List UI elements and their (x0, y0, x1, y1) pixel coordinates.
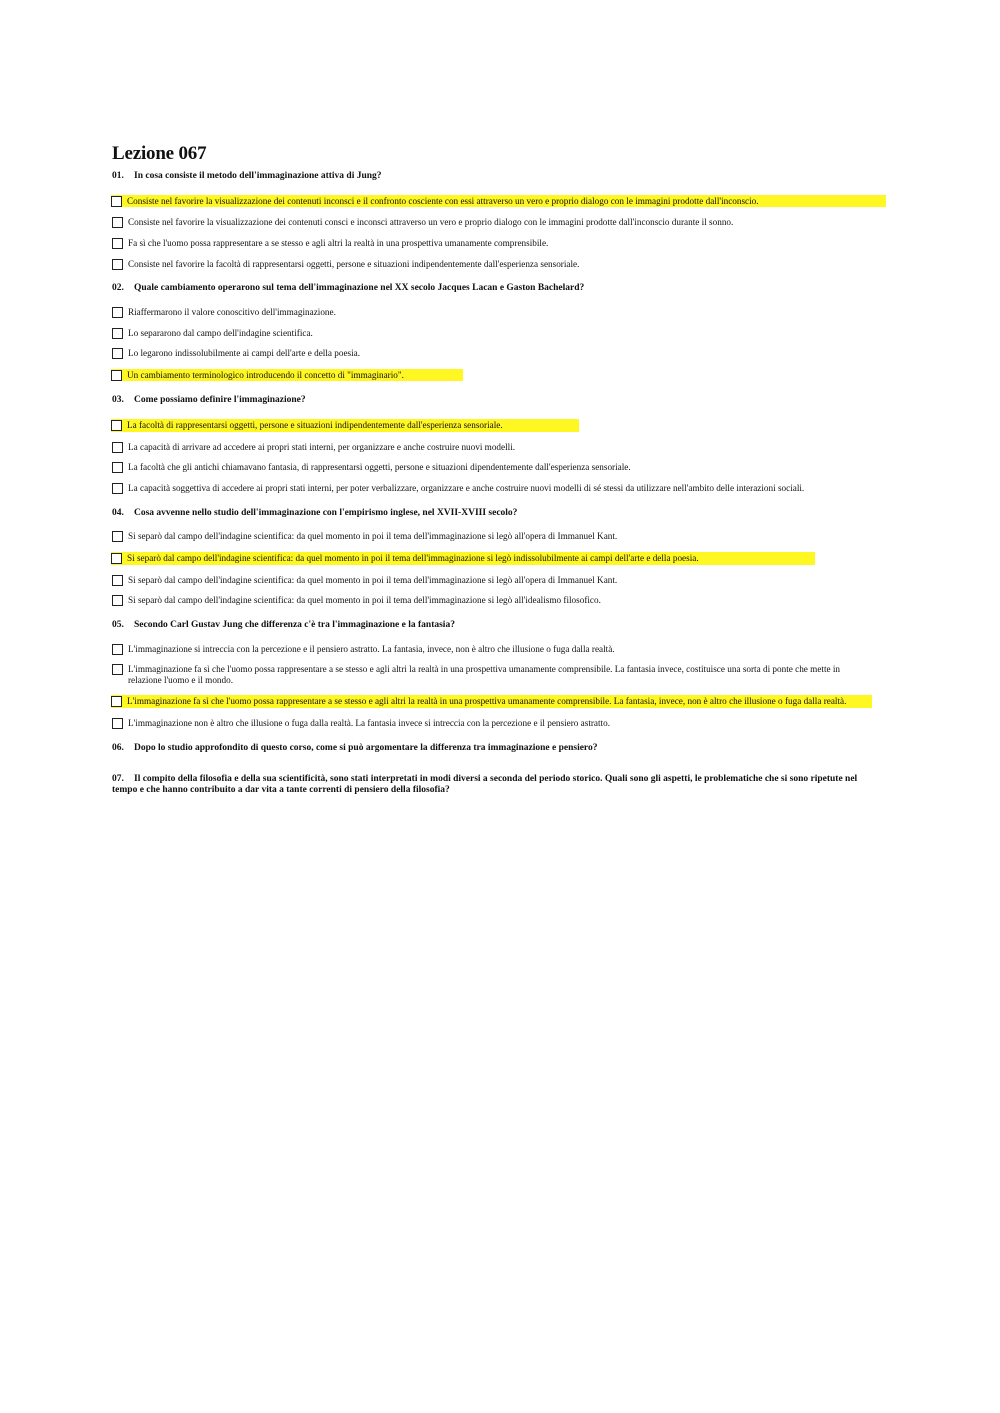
question-03 (112, 395, 872, 493)
option-text: Lo legarono indissolubilmente ai campi dell'arte e della poesia. (128, 348, 361, 359)
option-text: Consiste nel favorire la facoltà di rappresentarsi oggetti, persone e situazioni indipendentemente dall'esperienza sensoriale. (128, 258, 580, 269)
checkbox[interactable] (111, 196, 122, 207)
question-text: Come possiamo definire l'immaginazione? (134, 395, 306, 406)
option[interactable] (112, 348, 872, 359)
option-text: Si separò dal campo dell'indagine scientifica: da quel momento in poi il tema dell'immaginazione si legò all'opera di Immanuel Kant. (128, 531, 618, 542)
option-text: La capacità soggettiva di accedere ai propri stati interni, per poter verbalizzare, organizzare e anche costruire nuovi modelli di sé stessi da utilizzare nell'ambito delle interazioni sociali. (128, 482, 805, 493)
question-text: Cosa avvenne nello studio dell'immaginazione con l'empirismo inglese, nel XVII-XVIII secolo? (134, 507, 518, 518)
option-text: Un cambiamento terminologico introducendo il concetto di "immaginario". (127, 369, 404, 380)
option-text: Fa sì che l'uomo possa rappresentare a se stesso e agli altri la realtà in una prospettiva umanamente comprensibile. (128, 238, 549, 249)
option[interactable] (112, 259, 872, 270)
checkbox[interactable] (112, 664, 123, 675)
checkbox[interactable] (112, 595, 123, 606)
page-content (112, 143, 872, 817)
option[interactable] (112, 575, 872, 586)
page-title: Lezione 067 (112, 143, 207, 164)
option-text: L'immaginazione fa sì che l'uomo possa rappresentare a se stesso e agli altri la realtà in una prospettiva umanamente comprensibile. La fantasia invece, costituisce una sorta di ponte che mette in relazione l'uomo e il mondo. (128, 664, 841, 685)
option-text: Si separò dal campo dell'indagine scientifica: da quel momento in poi il tema dell'immaginazione si legò indissolubilmente ai campi dell'arte e della poesia. (127, 553, 699, 564)
checkbox[interactable] (112, 483, 123, 494)
option[interactable] (112, 442, 872, 453)
option[interactable] (112, 644, 872, 655)
question-number: 02. (112, 283, 124, 294)
checkbox[interactable] (112, 531, 123, 542)
checkbox[interactable] (111, 696, 122, 707)
option[interactable] (112, 664, 872, 685)
question-header (112, 171, 872, 183)
option-text: Si separò dal campo dell'indagine scientifica: da quel momento in poi il tema dell'immaginazione si legò all'idealismo filosofico. (128, 595, 601, 606)
checkbox[interactable] (112, 462, 123, 473)
question-number: 07. (112, 773, 124, 784)
option-highlighted[interactable] (111, 552, 815, 565)
question-header (112, 395, 872, 407)
question-01 (112, 171, 872, 269)
option[interactable] (112, 483, 872, 494)
checkbox[interactable] (112, 348, 123, 359)
option-text: Riaffermarono il valore conoscitivo dell'immaginazione. (128, 307, 336, 318)
option[interactable] (112, 718, 872, 729)
checkbox[interactable] (112, 442, 123, 453)
question-text: Quale cambiamento operarono sul tema dell'immaginazione nel XX secolo Jacques Lacan e Gaston Bachelard? (134, 283, 585, 294)
checkbox[interactable] (112, 238, 123, 249)
checkbox[interactable] (112, 718, 123, 729)
option-highlighted[interactable] (111, 419, 579, 432)
option-text: Consiste nel favorire la visualizzazione dei contenuti consci e inconsci attraverso un vero e proprio dialogo con le immagini prodotte dall'inconscio durante il sonno. (128, 217, 734, 228)
option-text: La facoltà di rappresentarsi oggetti, persone e situazioni indipendentemente dall'esperienza sensoriale. (127, 420, 503, 431)
question-02 (112, 283, 872, 381)
question-header (112, 508, 872, 520)
option-text: Si separò dal campo dell'indagine scientifica: da quel momento in poi il tema dell'immaginazione si legò all'opera di Immanuel Kant. (128, 574, 618, 585)
option[interactable] (112, 307, 872, 318)
question-header (112, 283, 872, 295)
question-number: 03. (112, 395, 124, 406)
option[interactable] (112, 217, 872, 228)
question-number: 04. (112, 507, 124, 518)
checkbox[interactable] (112, 644, 123, 655)
option-highlighted[interactable] (111, 369, 463, 382)
checkbox[interactable] (111, 420, 122, 431)
option[interactable] (112, 531, 872, 542)
checkbox[interactable] (111, 553, 122, 564)
question-number: 06. (112, 742, 124, 753)
checkbox[interactable] (112, 217, 123, 228)
option-text: L'immaginazione si intreccia con la percezione e il pensiero astratto. La fantasia, invece, non è altro che illusione o fuga dalla realtà. (128, 643, 615, 654)
option-text: L'immaginazione fa sì che l'uomo possa rappresentare a se stesso e agli altri la realtà in una prospettiva umanamente comprensibile. La fantasia, invece, non è altro che illusione o fuga dalla realtà. (127, 696, 847, 707)
checkbox[interactable] (112, 328, 123, 339)
question-text: Dopo lo studio approfondito di questo corso, come si può argomentare la differenza tra immaginazione e pensiero? (134, 742, 598, 753)
option-text: La facoltà che gli antichi chiamavano fantasia, di rappresentarsi oggetti, persone e situazioni dipendentemente dall'esperienza sensoriale. (128, 462, 631, 473)
option-text: Consiste nel favorire la visualizzazione dei contenuti inconsci e il confronto cosciente con essi attraverso un vero e proprio dialogo con le immagini prodotte dall'inconscio. (127, 195, 759, 206)
option-text: L'immaginazione non è altro che illusione o fuga dalla realtà. La fantasia invece si intreccia con la percezione e il pensiero astratto. (128, 717, 611, 728)
question-text: In cosa consiste il metodo dell'immaginazione attiva di Jung? (134, 171, 382, 181)
option[interactable] (112, 462, 872, 473)
question-05 (112, 620, 872, 729)
open-question-07 (112, 774, 872, 797)
checkbox[interactable] (111, 370, 122, 381)
question-number: 01. (112, 171, 124, 181)
question-04 (112, 508, 872, 606)
question-number: 05. (112, 619, 124, 630)
question-text: Il compito della filosofia e della sua scientificità, sono stati interpretati in modi diversi a seconda del periodo storico. Quali sono gli aspetti, le problematiche che si sono ripetute nel tempo e che hanno contribuito a dar vita a tante correnti di pensiero della filosofia? (112, 773, 858, 796)
question-header (112, 620, 872, 632)
option[interactable] (112, 238, 872, 249)
option-highlighted[interactable] (111, 195, 886, 208)
checkbox[interactable] (112, 259, 123, 270)
option-text: Lo separarono dal campo dell'indagine scientifica. (128, 327, 313, 338)
option-text: La capacità di arrivare ad accedere ai propri stati interni, per organizzare e anche costruire nuovi modelli. (128, 441, 516, 452)
option-highlighted[interactable] (111, 695, 872, 708)
question-text: Secondo Carl Gustav Jung che differenza c'è tra l'immaginazione e la fantasia? (134, 619, 455, 630)
checkbox[interactable] (112, 575, 123, 586)
checkbox[interactable] (112, 307, 123, 318)
option[interactable] (112, 328, 872, 339)
option[interactable] (112, 595, 872, 606)
open-question-06 (112, 743, 872, 754)
